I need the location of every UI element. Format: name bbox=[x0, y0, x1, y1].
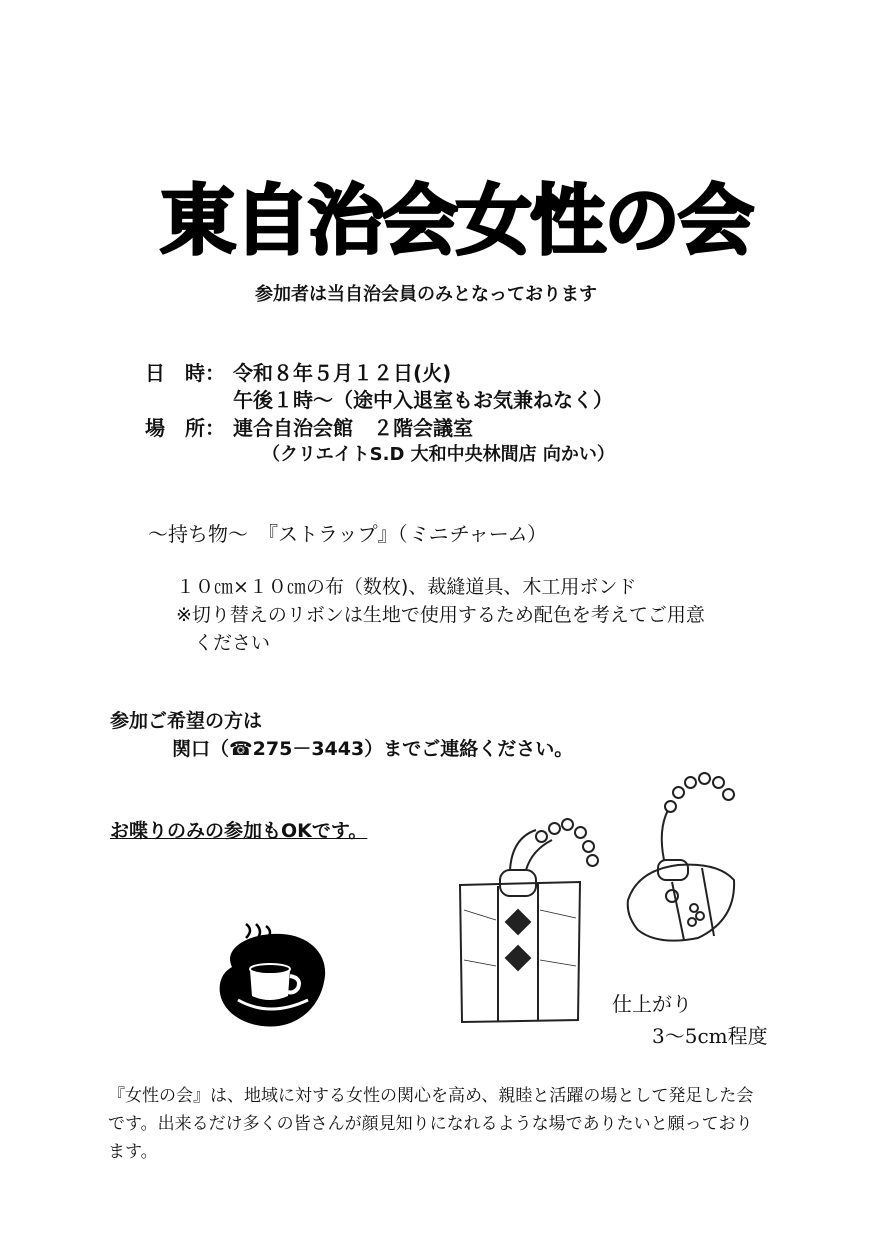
chain-bead bbox=[712, 776, 725, 789]
date-value: 令和８年５月１２日(火) bbox=[233, 361, 452, 385]
chain-bead bbox=[684, 776, 697, 789]
items-heading-close: ） bbox=[527, 522, 548, 546]
place-row bbox=[145, 412, 473, 441]
chain-bead bbox=[722, 788, 735, 801]
chain-bead bbox=[672, 786, 685, 799]
chain-bead bbox=[586, 854, 599, 867]
coffee-cup-icon bbox=[212, 922, 334, 1034]
chain-bead bbox=[535, 830, 548, 843]
place-value: 連合自治会館 ２階会議室 bbox=[233, 416, 473, 440]
chain-bead bbox=[561, 818, 574, 831]
chain-bead bbox=[582, 840, 595, 853]
contact-line: 関口（☎275－3443）までご連絡ください。 bbox=[172, 738, 574, 760]
chain-bead bbox=[548, 822, 561, 835]
items-heading-hand: ミニチャーム bbox=[407, 522, 528, 546]
contact-heading: 参加ご希望の方は bbox=[110, 710, 263, 732]
date-row bbox=[145, 357, 451, 386]
caption-line-1: 仕上がり bbox=[612, 992, 692, 1016]
chain-bead bbox=[698, 772, 711, 785]
items-line-3: ください bbox=[194, 632, 271, 654]
items-heading-text: ～持ち物～ 『ストラップ』（ bbox=[148, 522, 408, 546]
caption-line-2: 3～5cm程度 bbox=[652, 1024, 768, 1048]
page-subtitle: 参加者は当自治会員のみとなっております bbox=[255, 284, 597, 305]
chain-bead bbox=[664, 800, 677, 813]
date-label: 日 時： bbox=[145, 361, 225, 385]
place-note: （クリエイトS.D 大和中央林間店 向かい） bbox=[262, 444, 615, 465]
page-title: 東自治会女性の会 bbox=[160, 176, 752, 265]
items-heading bbox=[148, 518, 547, 547]
place-label: 場 所： bbox=[145, 416, 225, 440]
time-value: 午後１時～（途中入退室もお気兼ねなく） bbox=[233, 388, 613, 412]
chain-bead bbox=[574, 826, 587, 839]
chat-ok-note: お喋りのみの参加もOKです。 bbox=[110, 820, 368, 842]
items-line-2: ※切り替えのリボンは生地で使用するため配色を考えてご用意 bbox=[176, 604, 705, 626]
items-line-1: １０㎝×１０㎝の布（数枚)、裁縫道具、木工用ボンド bbox=[176, 576, 637, 598]
closing-paragraph: 『女性の会』は、地域に対する女性の関心を高め、親睦と活躍の場として発足した会です。出来るだけ多くの皆さんが顔見知りになれるような場でありたいと願っております。 bbox=[108, 1086, 754, 1162]
